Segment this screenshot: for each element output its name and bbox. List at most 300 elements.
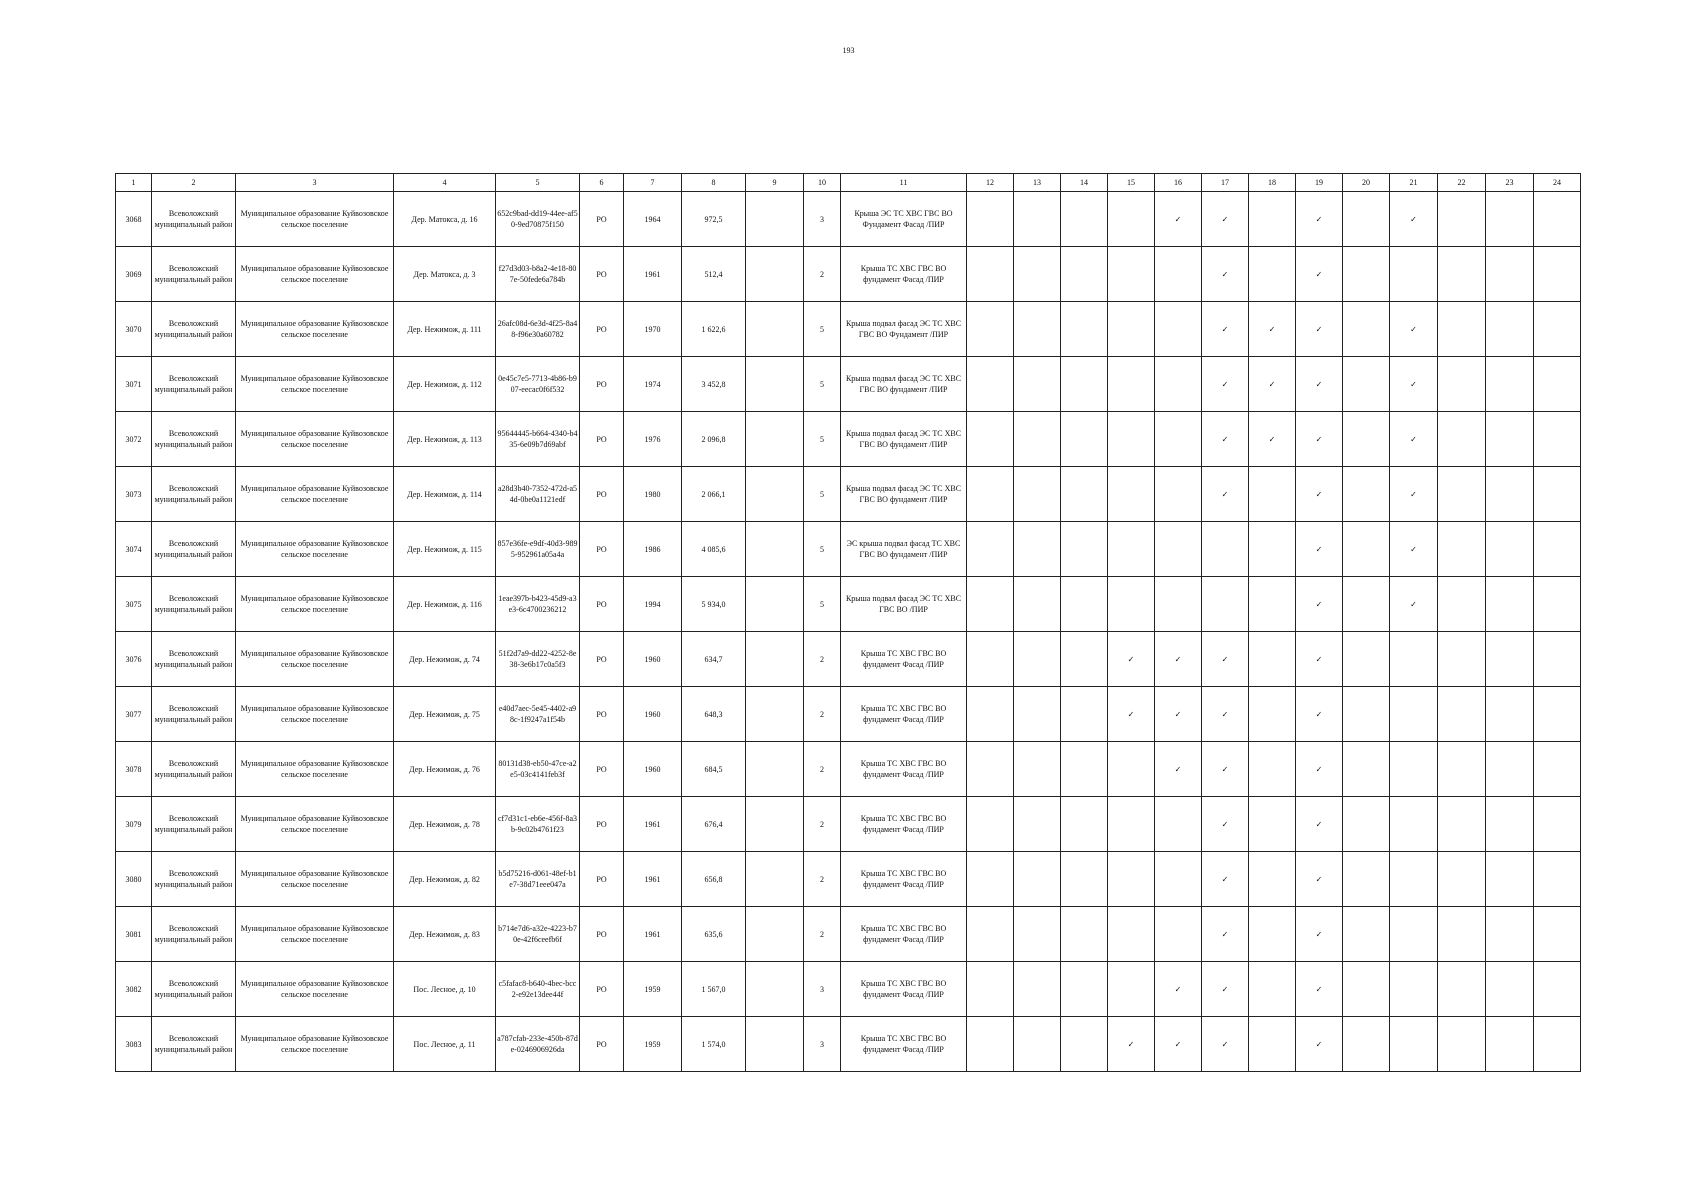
district-cell: Всеволожский муниципальный район — [152, 797, 236, 852]
area-cell: 648,3 — [682, 687, 746, 742]
empty-cell-col-16 — [1155, 467, 1202, 522]
column-9-cell — [746, 192, 804, 247]
empty-cell-col-18 — [1249, 632, 1296, 687]
empty-cell-col-23 — [1486, 357, 1534, 412]
address-cell: Дер. Нежимож, д. 83 — [394, 907, 496, 962]
empty-cell-col-15 — [1108, 522, 1155, 577]
empty-cell-col-20 — [1343, 577, 1390, 632]
check-mark-icon: ✓ — [1296, 742, 1343, 797]
address-cell: Пос. Лесное, д. 11 — [394, 1017, 496, 1072]
check-mark-icon: ✓ — [1155, 742, 1202, 797]
works-cell: Крыша подвал фасад ЭС ТС ХВС ГВС ВО фундамент /ПИР — [841, 467, 967, 522]
column-9-cell — [746, 632, 804, 687]
check-mark-icon: ✓ — [1202, 852, 1249, 907]
empty-cell-col-13 — [1014, 302, 1061, 357]
empty-cell-col-12 — [967, 962, 1014, 1017]
ownership-form-cell: РО — [580, 797, 624, 852]
column-header-22: 22 — [1438, 174, 1486, 192]
empty-cell-col-24 — [1534, 742, 1581, 797]
table-row — [116, 247, 1581, 302]
works-cell: Крыша ТС ХВС ГВС ВО фундамент Фасад /ПИР — [841, 907, 967, 962]
table-row — [116, 302, 1581, 357]
floors-cell: 2 — [804, 907, 841, 962]
empty-cell-col-20 — [1343, 522, 1390, 577]
empty-cell-col-20 — [1343, 467, 1390, 522]
empty-cell-col-16 — [1155, 357, 1202, 412]
ownership-form-cell: РО — [580, 247, 624, 302]
empty-cell-col-23 — [1486, 522, 1534, 577]
works-cell: Крыша подвал фасад ЭС ТС ХВС ГВС ВО /ПИР — [841, 577, 967, 632]
empty-cell-col-23 — [1486, 742, 1534, 797]
district-cell: Всеволожский муниципальный район — [152, 302, 236, 357]
empty-cell-col-21 — [1390, 797, 1438, 852]
empty-cell-col-23 — [1486, 247, 1534, 302]
empty-cell-col-21 — [1390, 852, 1438, 907]
empty-cell-col-22 — [1438, 192, 1486, 247]
row-number: 3078 — [116, 742, 152, 797]
area-cell: 512,4 — [682, 247, 746, 302]
house-id-cell: 652c9bad-dd19-44ee-af50-9ed70875f150 — [496, 192, 580, 247]
empty-cell-col-18 — [1249, 742, 1296, 797]
empty-cell-col-22 — [1438, 687, 1486, 742]
empty-cell-col-13 — [1014, 1017, 1061, 1072]
works-cell: Крыша подвал фасад ЭС ТС ХВС ГВС ВО фундамент /ПИР — [841, 357, 967, 412]
empty-cell-col-14 — [1061, 302, 1108, 357]
works-cell: Крыша ТС ХВС ГВС ВО фундамент Фасад /ПИР — [841, 962, 967, 1017]
check-mark-icon: ✓ — [1296, 907, 1343, 962]
column-header-5: 5 — [496, 174, 580, 192]
row-number: 3081 — [116, 907, 152, 962]
empty-cell-col-20 — [1343, 687, 1390, 742]
row-number: 3080 — [116, 852, 152, 907]
district-cell: Всеволожский муниципальный район — [152, 742, 236, 797]
empty-cell-col-20 — [1343, 907, 1390, 962]
floors-cell: 3 — [804, 962, 841, 1017]
municipality-cell: Муниципальное образование Куйвозовское сельское поселение — [236, 302, 394, 357]
check-mark-icon: ✓ — [1202, 962, 1249, 1017]
empty-cell-col-16 — [1155, 907, 1202, 962]
table-row — [116, 192, 1581, 247]
address-cell: Дер. Нежимож, д. 114 — [394, 467, 496, 522]
check-mark-icon: ✓ — [1296, 412, 1343, 467]
column-header-19: 19 — [1296, 174, 1343, 192]
table-row — [116, 852, 1581, 907]
empty-cell-col-14 — [1061, 357, 1108, 412]
empty-cell-col-16 — [1155, 852, 1202, 907]
municipality-cell: Муниципальное образование Куйвозовское сельское поселение — [236, 192, 394, 247]
check-mark-icon: ✓ — [1296, 962, 1343, 1017]
empty-cell-col-22 — [1438, 852, 1486, 907]
empty-cell-col-12 — [967, 1017, 1014, 1072]
empty-cell-col-15 — [1108, 907, 1155, 962]
empty-cell-col-21 — [1390, 247, 1438, 302]
district-cell: Всеволожский муниципальный район — [152, 1017, 236, 1072]
house-id-cell: f27d3d03-b8a2-4e18-807e-50fede6a784b — [496, 247, 580, 302]
district-cell: Всеволожский муниципальный район — [152, 852, 236, 907]
house-id-cell: 95644445-b664-4340-b435-6e09b7d69abf — [496, 412, 580, 467]
empty-cell-col-22 — [1438, 962, 1486, 1017]
district-cell: Всеволожский муниципальный район — [152, 357, 236, 412]
area-cell: 4 085,6 — [682, 522, 746, 577]
house-id-cell: e40d7aec-5e45-4402-a98c-1f9247a1f54b — [496, 687, 580, 742]
check-mark-icon: ✓ — [1202, 907, 1249, 962]
house-id-cell: c5fafac8-b640-4bec-bcc2-e92e13dee44f — [496, 962, 580, 1017]
column-9-cell — [746, 687, 804, 742]
empty-cell-col-15 — [1108, 742, 1155, 797]
house-id-cell: 51f2d7a9-dd22-4252-8e38-3e6b17c0a5f3 — [496, 632, 580, 687]
empty-cell-col-24 — [1534, 962, 1581, 1017]
house-id-cell: a787cfab-233e-450b-87de-0246906926da — [496, 1017, 580, 1072]
row-number: 3073 — [116, 467, 152, 522]
empty-cell-col-18 — [1249, 1017, 1296, 1072]
ownership-form-cell: РО — [580, 577, 624, 632]
district-cell: Всеволожский муниципальный район — [152, 412, 236, 467]
year-built-cell: 1994 — [624, 577, 682, 632]
address-cell: Дер. Нежимож, д. 115 — [394, 522, 496, 577]
address-cell: Дер. Нежимож, д. 82 — [394, 852, 496, 907]
empty-cell-col-22 — [1438, 1017, 1486, 1072]
empty-cell-col-18 — [1249, 192, 1296, 247]
column-9-cell — [746, 852, 804, 907]
area-cell: 1 574,0 — [682, 1017, 746, 1072]
check-mark-icon: ✓ — [1108, 632, 1155, 687]
row-number: 3079 — [116, 797, 152, 852]
check-mark-icon: ✓ — [1155, 192, 1202, 247]
check-mark-icon: ✓ — [1296, 577, 1343, 632]
check-mark-icon: ✓ — [1155, 1017, 1202, 1072]
check-mark-icon: ✓ — [1202, 247, 1249, 302]
check-mark-icon: ✓ — [1390, 412, 1438, 467]
check-mark-icon: ✓ — [1296, 852, 1343, 907]
check-mark-icon: ✓ — [1390, 302, 1438, 357]
empty-cell-col-14 — [1061, 247, 1108, 302]
empty-cell-col-16 — [1155, 797, 1202, 852]
ownership-form-cell: РО — [580, 302, 624, 357]
column-header-15: 15 — [1108, 174, 1155, 192]
empty-cell-col-14 — [1061, 852, 1108, 907]
check-mark-icon: ✓ — [1155, 687, 1202, 742]
area-cell: 5 934,0 — [682, 577, 746, 632]
empty-cell-col-15 — [1108, 852, 1155, 907]
year-built-cell: 1961 — [624, 797, 682, 852]
check-mark-icon: ✓ — [1390, 192, 1438, 247]
column-header-12: 12 — [967, 174, 1014, 192]
empty-cell-col-21 — [1390, 687, 1438, 742]
column-header-23: 23 — [1486, 174, 1534, 192]
empty-cell-col-18 — [1249, 962, 1296, 1017]
ownership-form-cell: РО — [580, 522, 624, 577]
column-header-20: 20 — [1343, 174, 1390, 192]
empty-cell-col-13 — [1014, 907, 1061, 962]
empty-cell-col-15 — [1108, 797, 1155, 852]
floors-cell: 5 — [804, 357, 841, 412]
floors-cell: 2 — [804, 687, 841, 742]
year-built-cell: 1960 — [624, 687, 682, 742]
municipality-cell: Муниципальное образование Куйвозовское сельское поселение — [236, 687, 394, 742]
works-cell: Крыша ТС ХВС ГВС ВО фундамент Фасад /ПИР — [841, 797, 967, 852]
check-mark-icon: ✓ — [1296, 247, 1343, 302]
check-mark-icon: ✓ — [1390, 357, 1438, 412]
empty-cell-col-22 — [1438, 357, 1486, 412]
address-cell: Дер. Нежимож, д. 112 — [394, 357, 496, 412]
row-number: 3069 — [116, 247, 152, 302]
column-9-cell — [746, 412, 804, 467]
check-mark-icon: ✓ — [1202, 742, 1249, 797]
floors-cell: 2 — [804, 742, 841, 797]
empty-cell-col-20 — [1343, 1017, 1390, 1072]
empty-cell-col-23 — [1486, 687, 1534, 742]
floors-cell: 5 — [804, 412, 841, 467]
area-cell: 656,8 — [682, 852, 746, 907]
empty-cell-col-15 — [1108, 247, 1155, 302]
empty-cell-col-14 — [1061, 632, 1108, 687]
municipality-cell: Муниципальное образование Куйвозовское сельское поселение — [236, 742, 394, 797]
empty-cell-col-22 — [1438, 247, 1486, 302]
empty-cell-col-15 — [1108, 357, 1155, 412]
empty-cell-col-24 — [1534, 522, 1581, 577]
empty-cell-col-12 — [967, 687, 1014, 742]
district-cell: Всеволожский муниципальный район — [152, 962, 236, 1017]
check-mark-icon: ✓ — [1202, 357, 1249, 412]
empty-cell-col-12 — [967, 522, 1014, 577]
table-row — [116, 577, 1581, 632]
empty-cell-col-12 — [967, 632, 1014, 687]
address-cell: Дер. Нежимож, д. 74 — [394, 632, 496, 687]
year-built-cell: 1960 — [624, 632, 682, 687]
empty-cell-col-12 — [967, 467, 1014, 522]
empty-cell-col-12 — [967, 797, 1014, 852]
house-id-cell: a28d3b40-7352-472d-a54d-0be0a1121edf — [496, 467, 580, 522]
check-mark-icon: ✓ — [1296, 522, 1343, 577]
works-cell: Крыша ТС ХВС ГВС ВО фундамент Фасад /ПИР — [841, 742, 967, 797]
empty-cell-col-22 — [1438, 577, 1486, 632]
empty-cell-col-14 — [1061, 797, 1108, 852]
house-id-cell: 0e45c7e5-7713-4b86-b907-eecac0f6f532 — [496, 357, 580, 412]
empty-cell-col-23 — [1486, 907, 1534, 962]
column-header-10: 10 — [804, 174, 841, 192]
column-9-cell — [746, 302, 804, 357]
empty-cell-col-23 — [1486, 577, 1534, 632]
empty-cell-col-18 — [1249, 577, 1296, 632]
works-cell: Крыша ЭС ТС ХВС ГВС ВО Фундамент Фасад /ПИР — [841, 192, 967, 247]
row-number: 3068 — [116, 192, 152, 247]
area-cell: 3 452,8 — [682, 357, 746, 412]
check-mark-icon: ✓ — [1296, 632, 1343, 687]
check-mark-icon: ✓ — [1390, 522, 1438, 577]
check-mark-icon: ✓ — [1296, 687, 1343, 742]
empty-cell-col-20 — [1343, 742, 1390, 797]
check-mark-icon: ✓ — [1202, 632, 1249, 687]
empty-cell-col-21 — [1390, 632, 1438, 687]
empty-cell-col-20 — [1343, 632, 1390, 687]
column-header-1: 1 — [116, 174, 152, 192]
area-cell: 634,7 — [682, 632, 746, 687]
municipality-cell: Муниципальное образование Куйвозовское сельское поселение — [236, 357, 394, 412]
empty-cell-col-18 — [1249, 247, 1296, 302]
check-mark-icon: ✓ — [1390, 577, 1438, 632]
empty-cell-col-14 — [1061, 412, 1108, 467]
floors-cell: 3 — [804, 1017, 841, 1072]
floors-cell: 2 — [804, 632, 841, 687]
empty-cell-col-17 — [1202, 577, 1249, 632]
check-mark-icon: ✓ — [1155, 962, 1202, 1017]
year-built-cell: 1964 — [624, 192, 682, 247]
check-mark-icon: ✓ — [1202, 687, 1249, 742]
address-cell: Дер. Нежимож, д. 116 — [394, 577, 496, 632]
empty-cell-col-17 — [1202, 522, 1249, 577]
row-number: 3083 — [116, 1017, 152, 1072]
works-cell: Крыша ТС ХВС ГВС ВО фундамент Фасад /ПИР — [841, 687, 967, 742]
empty-cell-col-13 — [1014, 852, 1061, 907]
column-header-3: 3 — [236, 174, 394, 192]
empty-cell-col-22 — [1438, 412, 1486, 467]
empty-cell-col-23 — [1486, 302, 1534, 357]
check-mark-icon: ✓ — [1202, 412, 1249, 467]
works-cell: Крыша ТС ХВС ГВС ВО фундамент Фасад /ПИР — [841, 852, 967, 907]
check-mark-icon: ✓ — [1296, 192, 1343, 247]
municipality-cell: Муниципальное образование Куйвозовское сельское поселение — [236, 412, 394, 467]
municipality-cell: Муниципальное образование Куйвозовское сельское поселение — [236, 247, 394, 302]
column-header-13: 13 — [1014, 174, 1061, 192]
house-id-cell: b5d75216-d061-48ef-b1e7-38d71eee047a — [496, 852, 580, 907]
empty-cell-col-22 — [1438, 907, 1486, 962]
year-built-cell: 1980 — [624, 467, 682, 522]
empty-cell-col-14 — [1061, 192, 1108, 247]
housing-registry-table — [115, 173, 1581, 1072]
area-cell: 635,6 — [682, 907, 746, 962]
year-built-cell: 1960 — [624, 742, 682, 797]
ownership-form-cell: РО — [580, 907, 624, 962]
empty-cell-col-18 — [1249, 797, 1296, 852]
check-mark-icon: ✓ — [1155, 632, 1202, 687]
empty-cell-col-24 — [1534, 467, 1581, 522]
house-id-cell: b714e7d6-a32e-4223-b70e-42f6ceefb6f — [496, 907, 580, 962]
address-cell: Дер. Матокса, д. 3 — [394, 247, 496, 302]
empty-cell-col-22 — [1438, 302, 1486, 357]
check-mark-icon: ✓ — [1249, 412, 1296, 467]
floors-cell: 2 — [804, 247, 841, 302]
check-mark-icon: ✓ — [1249, 302, 1296, 357]
empty-cell-col-15 — [1108, 962, 1155, 1017]
empty-cell-col-24 — [1534, 797, 1581, 852]
municipality-cell: Муниципальное образование Куйвозовское сельское поселение — [236, 577, 394, 632]
ownership-form-cell: РО — [580, 742, 624, 797]
works-cell: Крыша подвал фасад ЭС ТС ХВС ГВС ВО Фундамент /ПИР — [841, 302, 967, 357]
empty-cell-col-24 — [1534, 852, 1581, 907]
column-9-cell — [746, 247, 804, 302]
column-9-cell — [746, 467, 804, 522]
check-mark-icon: ✓ — [1296, 357, 1343, 412]
empty-cell-col-13 — [1014, 192, 1061, 247]
table-row — [116, 467, 1581, 522]
floors-cell: 5 — [804, 302, 841, 357]
empty-cell-col-13 — [1014, 797, 1061, 852]
area-cell: 1 567,0 — [682, 962, 746, 1017]
works-cell: Крыша ТС ХВС ГВС ВО фундамент Фасад /ПИР — [841, 1017, 967, 1072]
house-id-cell: cf7d31c1-eb6e-456f-8a3b-9c02b4761f23 — [496, 797, 580, 852]
municipality-cell: Муниципальное образование Куйвозовское сельское поселение — [236, 467, 394, 522]
floors-cell: 5 — [804, 467, 841, 522]
ownership-form-cell: РО — [580, 467, 624, 522]
check-mark-icon: ✓ — [1249, 357, 1296, 412]
empty-cell-col-24 — [1534, 357, 1581, 412]
empty-cell-col-20 — [1343, 192, 1390, 247]
empty-cell-col-14 — [1061, 522, 1108, 577]
empty-cell-col-12 — [967, 907, 1014, 962]
address-cell: Дер. Нежимож, д. 113 — [394, 412, 496, 467]
table-row — [116, 412, 1581, 467]
check-mark-icon: ✓ — [1108, 1017, 1155, 1072]
empty-cell-col-16 — [1155, 247, 1202, 302]
empty-cell-col-23 — [1486, 797, 1534, 852]
empty-cell-col-14 — [1061, 907, 1108, 962]
year-built-cell: 1961 — [624, 852, 682, 907]
empty-cell-col-23 — [1486, 852, 1534, 907]
area-cell: 676,4 — [682, 797, 746, 852]
municipality-cell: Муниципальное образование Куйвозовское сельское поселение — [236, 1017, 394, 1072]
empty-cell-col-23 — [1486, 192, 1534, 247]
empty-cell-col-24 — [1534, 632, 1581, 687]
column-9-cell — [746, 962, 804, 1017]
empty-cell-col-12 — [967, 577, 1014, 632]
district-cell: Всеволожский муниципальный район — [152, 687, 236, 742]
floors-cell: 3 — [804, 192, 841, 247]
column-header-2: 2 — [152, 174, 236, 192]
municipality-cell: Муниципальное образование Куйвозовское сельское поселение — [236, 852, 394, 907]
row-number: 3075 — [116, 577, 152, 632]
address-cell: Дер. Матокса, д. 16 — [394, 192, 496, 247]
column-9-cell — [746, 357, 804, 412]
empty-cell-col-20 — [1343, 797, 1390, 852]
municipality-cell: Муниципальное образование Куйвозовское сельское поселение — [236, 962, 394, 1017]
municipality-cell: Муниципальное образование Куйвозовское сельское поселение — [236, 797, 394, 852]
empty-cell-col-12 — [967, 412, 1014, 467]
table-row — [116, 632, 1581, 687]
check-mark-icon: ✓ — [1296, 302, 1343, 357]
table-row — [116, 797, 1581, 852]
check-mark-icon: ✓ — [1296, 797, 1343, 852]
ownership-form-cell: РО — [580, 412, 624, 467]
house-id-cell: 80131d38-eb50-47ce-a2e5-03c4141feb3f — [496, 742, 580, 797]
column-9-cell — [746, 907, 804, 962]
empty-cell-col-24 — [1534, 577, 1581, 632]
row-number: 3072 — [116, 412, 152, 467]
empty-cell-col-16 — [1155, 522, 1202, 577]
address-cell: Пос. Лесное, д. 10 — [394, 962, 496, 1017]
empty-cell-col-22 — [1438, 742, 1486, 797]
empty-cell-col-23 — [1486, 962, 1534, 1017]
empty-cell-col-21 — [1390, 742, 1438, 797]
area-cell: 1 622,6 — [682, 302, 746, 357]
year-built-cell: 1961 — [624, 247, 682, 302]
empty-cell-col-14 — [1061, 962, 1108, 1017]
ownership-form-cell: РО — [580, 632, 624, 687]
empty-cell-col-24 — [1534, 302, 1581, 357]
district-cell: Всеволожский муниципальный район — [152, 247, 236, 302]
district-cell: Всеволожский муниципальный район — [152, 522, 236, 577]
column-header-8: 8 — [682, 174, 746, 192]
check-mark-icon: ✓ — [1296, 467, 1343, 522]
empty-cell-col-22 — [1438, 467, 1486, 522]
table-row — [116, 907, 1581, 962]
row-number: 3071 — [116, 357, 152, 412]
district-cell: Всеволожский муниципальный район — [152, 577, 236, 632]
area-cell: 684,5 — [682, 742, 746, 797]
check-mark-icon: ✓ — [1202, 797, 1249, 852]
house-id-cell: 26afc08d-6e3d-4f25-8a48-f96e30a60782 — [496, 302, 580, 357]
floors-cell: 2 — [804, 797, 841, 852]
empty-cell-col-12 — [967, 247, 1014, 302]
